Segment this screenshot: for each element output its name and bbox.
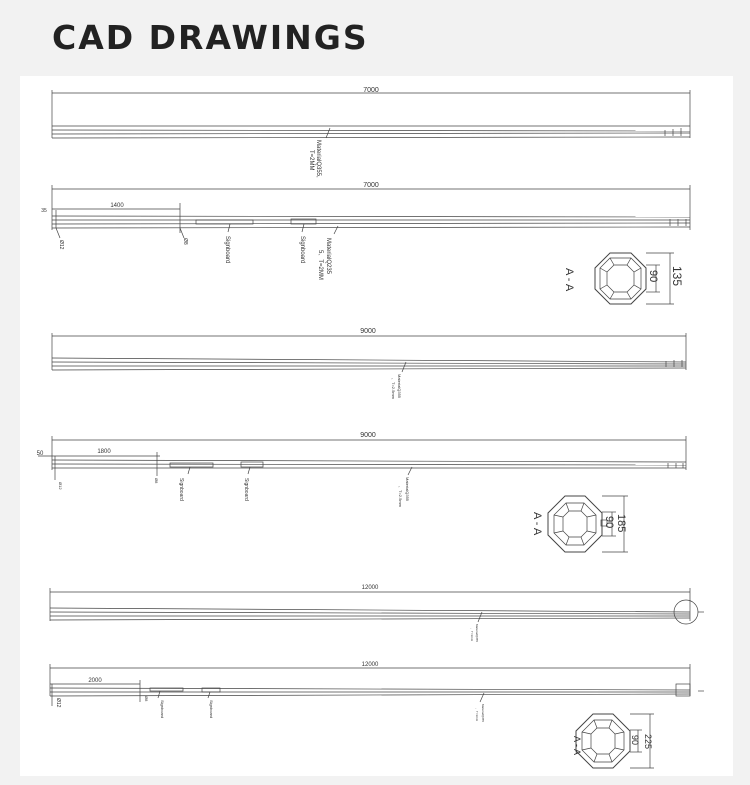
pole-drawing-2 (52, 185, 690, 238)
section-label-2: A - A (531, 512, 543, 536)
thickness-label-5: 、T=3mm (470, 628, 474, 642)
diameter-label-6a: Ø12 (55, 698, 61, 708)
arm-dimension-4: 1800 (97, 449, 111, 455)
signboard-label-4a: Signboard (178, 478, 184, 501)
length-dimension-2: 7000 (363, 182, 379, 189)
thickness-label-6: 、T=3mm (475, 708, 479, 722)
thickness-label-1: T=2MM (308, 150, 314, 171)
inner-dimension-2: 90 (603, 516, 615, 529)
diameter-label-2a: Ø12 (58, 240, 64, 250)
pole-drawing-4 (38, 436, 686, 480)
thickness-label-4: 、T=2.5mm (398, 486, 403, 508)
offset-dimension-4: 50 (36, 451, 44, 457)
signboard-label-2a: Signboard (224, 236, 230, 264)
inner-dimension-3: 90 (630, 735, 640, 746)
diameter-label-2b: Ø8 (182, 238, 188, 245)
outer-dimension-2: 185 (615, 514, 627, 533)
cross-section-1 (595, 253, 674, 304)
material-label-6: MaterialQ355 (481, 704, 485, 723)
thickness-label-3: 、T=2.5mm (391, 378, 396, 400)
pole-drawing-3 (52, 333, 686, 372)
length-dimension-3: 9000 (360, 328, 376, 335)
signboard-label-2b: Signboard (299, 236, 305, 264)
section-label-1: A - A (563, 268, 575, 292)
arm-dimension-2: 1400 (110, 203, 124, 209)
length-dimension-5: 12000 (361, 585, 379, 591)
thickness-label-2: 5、T=2MM (317, 250, 323, 280)
inner-dimension-1: 90 (647, 270, 659, 283)
material-label-5: MaterialQ355 (475, 624, 479, 643)
cross-section-3 (576, 714, 654, 768)
diameter-label-6b: Ø8 (144, 696, 149, 702)
signboard-label-4b: Signboard (243, 478, 249, 501)
diameter-label-4a: Ø12 (58, 482, 63, 490)
pole-drawing-5 (50, 588, 704, 624)
diameter-label-4b: Ø8 (154, 478, 159, 484)
arm-dimension-6: 2000 (88, 678, 102, 684)
material-label-2: MaterialQ235 (325, 238, 331, 275)
pole-drawing-1 (52, 90, 690, 138)
material-label-1: MaterialQ355, (315, 140, 321, 178)
signboard-label-6b: Signboard (209, 700, 214, 719)
length-dimension-4: 9000 (360, 432, 376, 439)
material-label-4: MaterialQ355 (405, 477, 410, 502)
length-dimension-6: 12000 (361, 662, 379, 668)
outer-dimension-3: 225 (643, 734, 653, 750)
page-title: CAD DRAWINGS (52, 18, 369, 57)
offset-dimension-2: 35 (41, 208, 47, 214)
length-dimension-1: 7000 (363, 87, 379, 94)
outer-dimension-1: 135 (670, 266, 684, 287)
signboard-label-6a: Signboard (160, 700, 165, 719)
material-label-3: MaterialQ355 (397, 374, 402, 399)
section-label-3: A - A (572, 736, 582, 756)
